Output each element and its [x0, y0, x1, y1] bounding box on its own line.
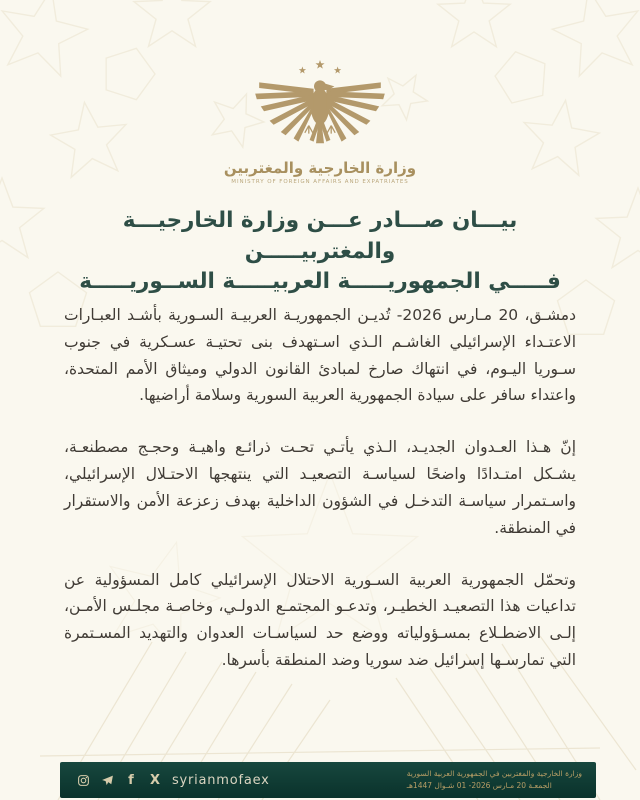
footer-bar — [60, 762, 596, 798]
statement-headline — [60, 206, 580, 298]
headline-line-2: فـــــي الجمهوريـــــة العربيـــــة الســوريـــــة — [79, 269, 561, 295]
golden-eagle-emblem-icon — [240, 60, 400, 156]
ministry-name-english: MINISTRY OF FOREIGN AFFAIRS AND EXPATRIATES — [231, 179, 409, 185]
paragraph-2: إنّ هـذا العـدوان الجديـد، الـذي يأتـي تحـت ذرائـع واهيـة وحجـج مصطنعـة، يشـكل امتـدادًا واضحًا لسياسـة التصعيـد التي ينتهجها الاحتـلال الإسرائيلي، واسـتمرار سياسـة التدخـل في الشؤون الداخلية بهدف زعزعة الأمن والاستقرار في المنطقة. — [64, 438, 576, 537]
footer-date-line: الجمعـة 20 مـارس 2026- 01 شـوال 1447هـ — [406, 781, 552, 790]
social-handle[interactable]: syrianmofaex — [172, 772, 270, 788]
footer-meta — [407, 768, 582, 793]
social-links — [76, 773, 276, 788]
emblem-block — [220, 60, 420, 185]
x-icon[interactable]: X — [149, 772, 161, 788]
headline-line-1: بيـــان صـــادر عـــن وزارة الخارجيـــة والمغتربيـــــن — [122, 208, 518, 264]
ministry-name-arabic: وزارة الخارجية والمغتربين — [223, 159, 417, 177]
instagram-icon[interactable] — [76, 773, 90, 787]
footer-org-line: وزارة الخارجية والمغتربين في الجمهورية العربية السورية — [406, 768, 582, 778]
paragraph-3: وتحمّل الجمهورية العربية السـورية الاحتلال الإسرائيلي كامل المسؤولية عن تداعيات هذا التصعيـد الخطيـر، وتدعـو المجتمـع الدولـي، وخاصـة مجلـس الأمـن، إلـى الاضطـلاع بمسـؤولياته ووضع حد لسياسـات العدوان والتهديد المسـتمرة التي تمارسـها إسرائيل ضد سوريا وضد المنطقة بأسرها. — [64, 570, 576, 669]
paragraph-1: دمشـق، 20 مـارس 2026- تُديـن الجمهوريـة العربيـة السـورية بأشـد العبـارات الاعتـداء الإسرائيلي الغاشـم الـذي اسـتهدف بنى تحتيـة عسـكرية في جنوب سـوريا اليـوم، في انتهاك صارخ لمبادئ القانون الدولي وميثاق الأمم المتحدة، واعتداء سافر على سيادة الجمهورية العربية السورية وسلامة أراضيها. — [64, 306, 576, 405]
statement-body — [64, 302, 576, 699]
facebook-icon[interactable]: f — [128, 772, 134, 788]
telegram-icon[interactable] — [100, 773, 114, 787]
